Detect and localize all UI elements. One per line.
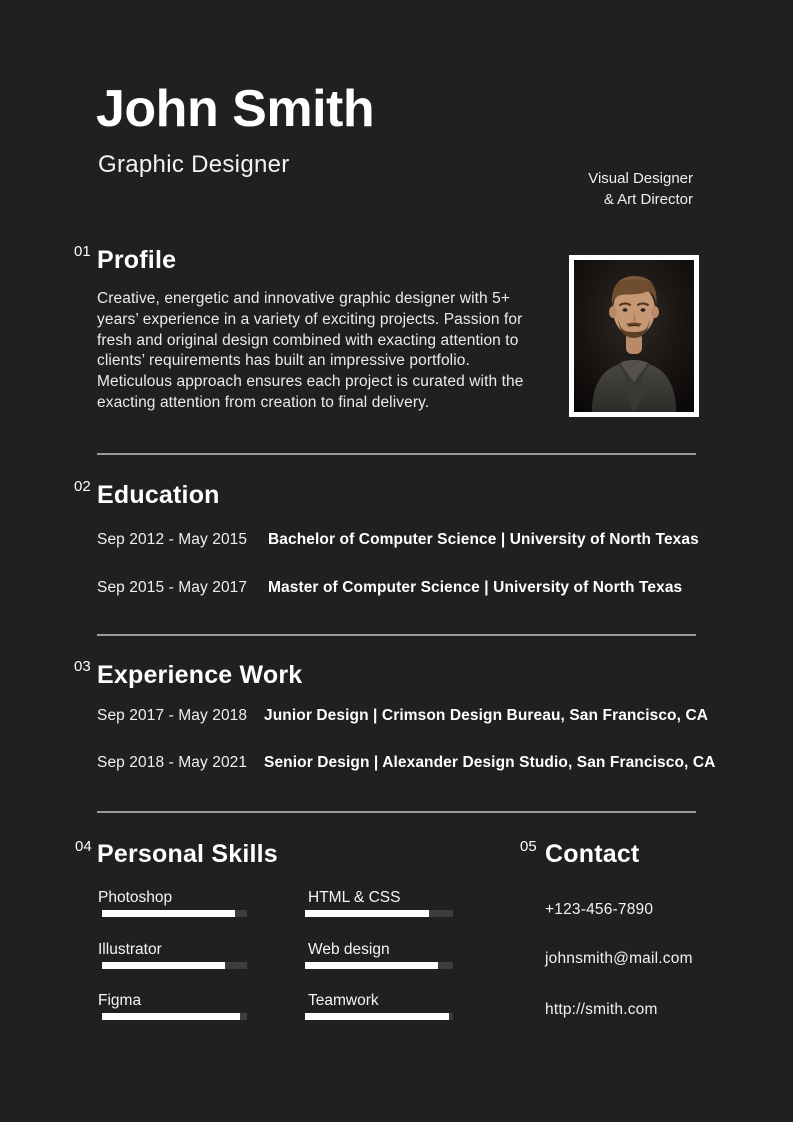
section-number-contact: 05 <box>520 838 537 855</box>
skill-bar-figma <box>102 1013 247 1020</box>
contact-phone: +123-456-7890 <box>545 901 654 918</box>
skill-bar-fill <box>305 910 429 917</box>
skill-bar-photoshop <box>102 910 247 917</box>
side-role-line2: & Art Director <box>603 191 693 208</box>
section-heading-profile: Profile <box>97 246 177 274</box>
section-number-experience: 03 <box>74 658 91 675</box>
skill-label: Figma <box>98 992 142 1009</box>
experience-dates: Sep 2017 - May 2018 <box>97 707 248 724</box>
skill-bar-web-design <box>305 962 453 969</box>
education-dates: Sep 2012 - May 2015 <box>97 531 248 548</box>
section-heading-contact: Contact <box>545 840 640 868</box>
profile-summary-text: Creative, energetic and innovative graphic designer with 5+ years’ experience in a variety of exciting projects. Passion for fresh and original design combined with exacting attention to clients’ requirements has built an impressive portfolio. Meticulous approach ensures each project is curated with the exacting attention from creation to final delivery. <box>97 290 524 411</box>
section-number-profile: 01 <box>74 243 91 260</box>
section-number-skills: 04 <box>75 838 92 855</box>
skill-bar-fill <box>305 1013 449 1020</box>
skill-bar-fill <box>102 910 235 917</box>
experience-detail: Senior Design | Alexander Design Studio, San Francisco, CA <box>264 754 716 771</box>
skill-bar-html-css <box>305 910 453 917</box>
skill-label: Web design <box>308 941 390 958</box>
contact-email: johnsmith@mail.com <box>545 950 693 967</box>
person-name: John Smith <box>96 80 375 138</box>
section-divider <box>97 811 696 813</box>
skill-bar-fill <box>305 962 438 969</box>
person-job-title: Graphic Designer <box>98 151 290 178</box>
education-dates: Sep 2015 - May 2017 <box>97 579 248 596</box>
skill-label: HTML & CSS <box>308 889 401 906</box>
section-heading-education: Education <box>97 481 220 509</box>
skill-label: Illustrator <box>98 941 162 958</box>
experience-dates: Sep 2018 - May 2021 <box>97 754 248 771</box>
skill-bar-fill <box>102 1013 240 1020</box>
experience-detail: Junior Design | Crimson Design Bureau, San Francisco, CA <box>264 707 709 724</box>
education-detail: Bachelor of Computer Science | University of North Texas <box>268 531 699 548</box>
skill-bar-teamwork <box>305 1013 453 1020</box>
skill-label: Photoshop <box>98 889 173 906</box>
skill-label: Teamwork <box>308 992 379 1009</box>
section-divider <box>97 634 696 636</box>
portrait-photo <box>569 255 699 417</box>
side-role-label <box>588 168 693 210</box>
skill-bar-illustrator <box>102 962 247 969</box>
skill-bar-fill <box>102 962 225 969</box>
section-heading-skills: Personal Skills <box>97 840 278 868</box>
section-number-education: 02 <box>74 478 91 495</box>
education-detail: Master of Computer Science | University of North Texas <box>268 579 683 596</box>
section-divider <box>97 453 696 455</box>
portrait-photo-illustration <box>574 260 694 412</box>
section-heading-experience: Experience Work <box>97 661 303 689</box>
contact-website: http://smith.com <box>545 1001 658 1018</box>
side-role-line1: Visual Designer <box>588 170 693 187</box>
